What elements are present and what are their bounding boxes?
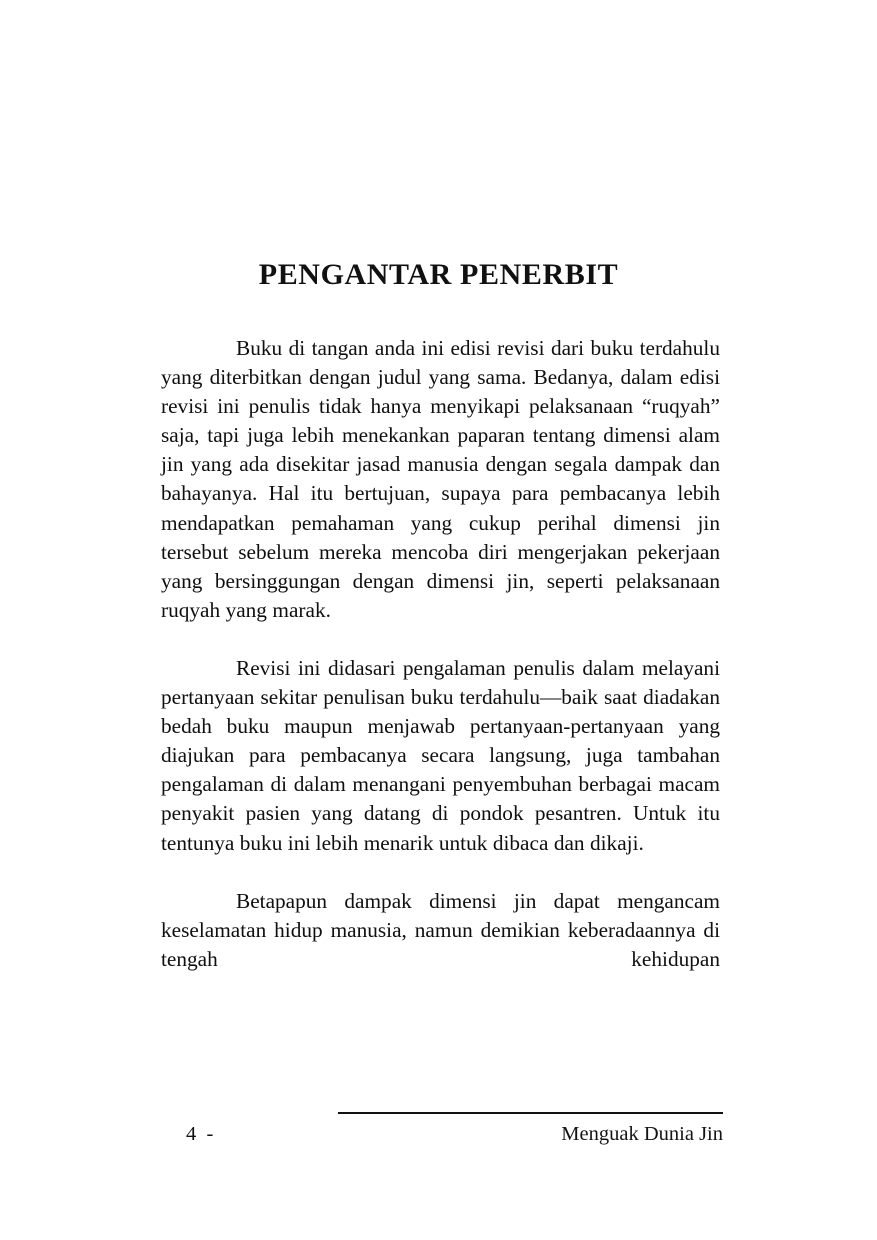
page-number: 4 - — [186, 1123, 214, 1145]
footer-divider — [338, 1112, 723, 1114]
running-title: Menguak Dunia Jin — [561, 1123, 723, 1145]
body-text-block — [161, 334, 720, 974]
paragraph-1: Buku di tangan anda ini edisi revisi dari buku terdahulu yang diterbitkan dengan judul yang sama. Bedanya, dalam edisi revisi ini penulis tidak hanya menyikapi pelaksanaan “ruqyah” saja, tapi juga lebih menekankan paparan tentang dimensi alam jin yang ada disekitar jasad manusia dengan segala dampak dan bahayanya. Hal itu bertujuan, supaya para pembacanya lebih mendapatkan pemahaman yang cukup perihal dimensi jin tersebut sebelum mereka mencoba diri mengerjakan pekerjaan yang bersinggungan dengan dimensi jin, seperti pelaksanaan ruqyah yang marak. — [161, 336, 720, 622]
paragraph-3: Betapapun dampak dimensi jin dapat mengancam keselamatan hidup manusia, namun demikian keberadaannya di tengah kehidupan — [161, 888, 720, 971]
page-title: PENGANTAR PENERBIT — [258, 258, 619, 292]
paragraph-2: Revisi ini didasari pengalaman penulis dalam melayani pertanyaan sekitar penulisan buku terdahulu—baik saat diadakan bedah buku maupun menjawab pertanyaan-pertanyaan yang diajukan para pembacanya secara langsung, juga tambahan pengalaman di dalam menangani penyembuhan berbagai macam penyakit pasien yang datang di pondok pesantren. Untuk itu tentunya buku ini lebih menarik untuk dibaca dan dikaji. — [161, 655, 720, 855]
page-footer — [161, 1104, 723, 1154]
